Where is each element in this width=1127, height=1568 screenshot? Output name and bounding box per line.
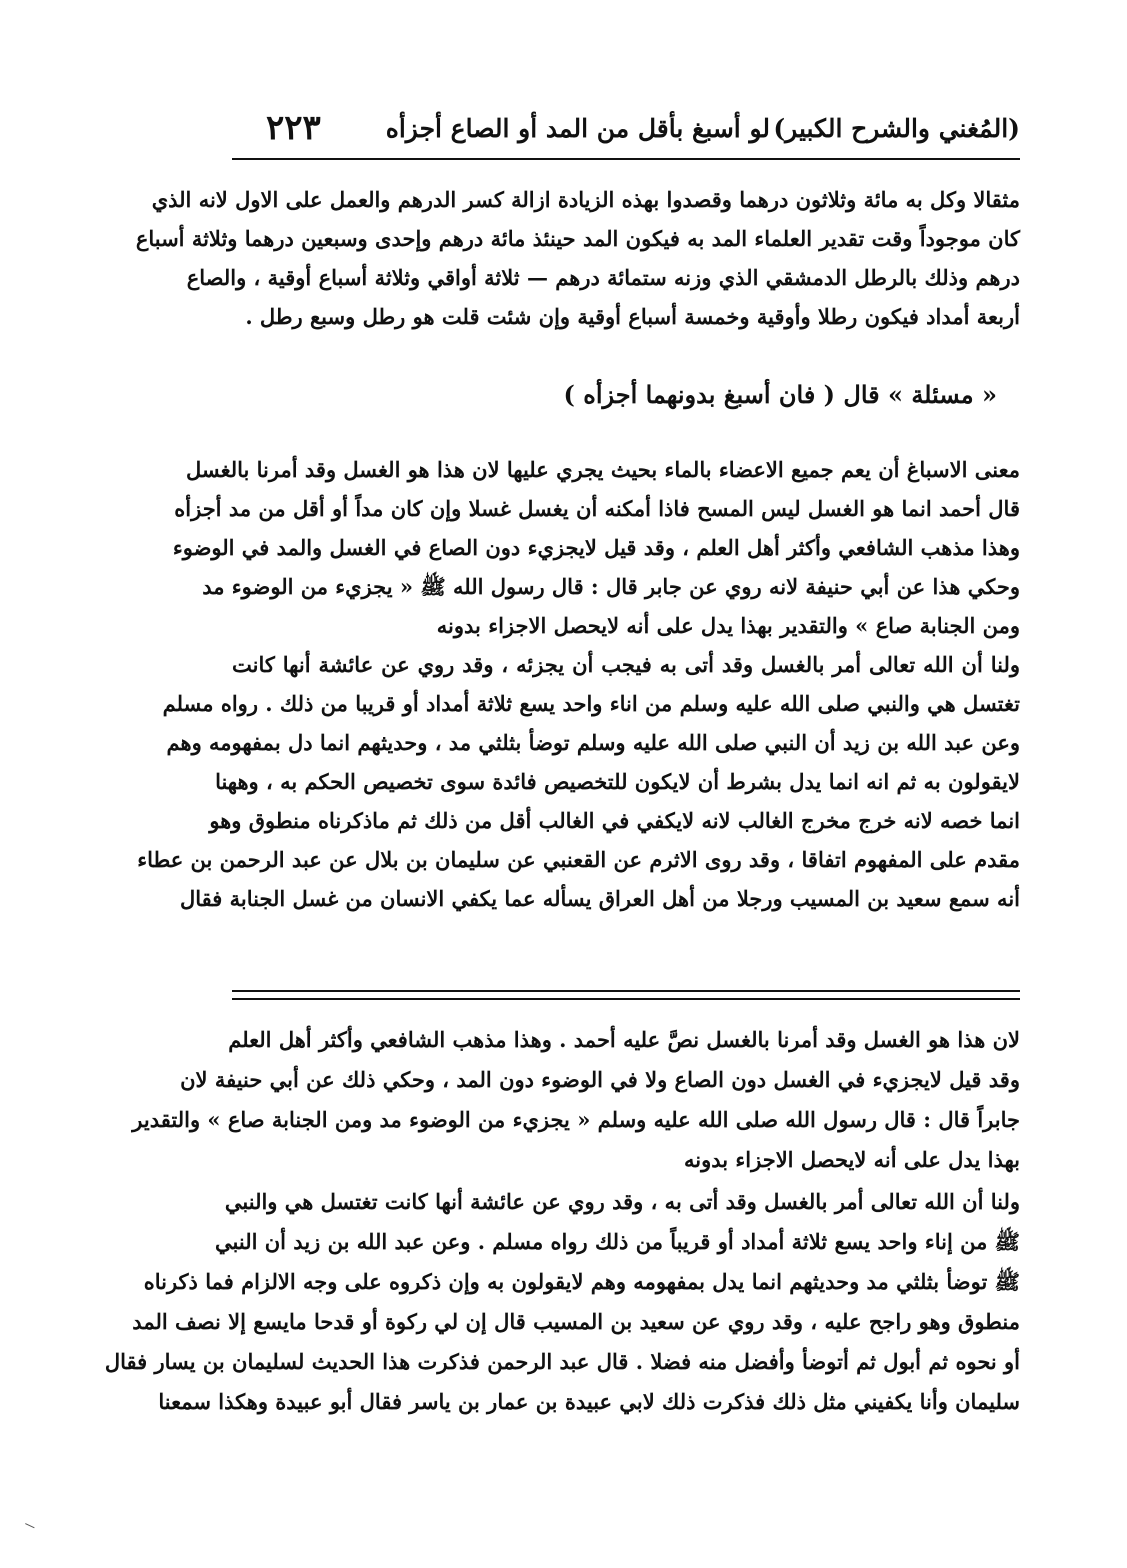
- text-line: سليمان وأنا يكفيني مثل ذلك فذكرت ذلك لابي عبيدة بن عمار بن ياسر فقال أبو عبيدة وهكذا سمعنا: [158, 1389, 1020, 1414]
- text-line: أنه سمع سعيد بن المسيب ورجلا من أهل العراق يسأله عما يكفي الانسان من غسل الجنابة فقال: [179, 886, 1020, 911]
- text-line: ﷺ من إناء واحد يسع ثلاثة أمداد أو قريباً من ذلك رواه مسلم . وعن عبد الله بن زيد أن النبي: [215, 1229, 1020, 1254]
- page-header: [232, 108, 1020, 156]
- text-line: وعن عبد الله بن زيد أن النبي صلى الله عليه وسلم توضأ بثلثي مد ، وحديثهم انما دل بمفهومه وهم: [166, 730, 1020, 755]
- text-line: أو نحوه ثم أبول ثم أتوضأ وأفضل منه فضلا . قال عبد الرحمن فذكرت هذا الحديث لسليمان بن يسار فقال: [104, 1349, 1020, 1374]
- text-line: وقد قيل لايجزيء في الغسل دون الصاع ولا في الوضوء دون المد ، وحكي ذلك عن أبي حنيفة لان: [180, 1067, 1020, 1092]
- text-line: بهذا يدل على أنه لايحصل الاجزاء بدونه: [684, 1147, 1020, 1172]
- section-divider: [232, 990, 1020, 1000]
- text-line: لايقولون به ثم انه انما يدل بشرط أن لايكون للتخصيص فائدة سوى تخصيص الحكم به ، وههنا: [215, 769, 1020, 794]
- text-line: مثقالا وكل به مائة وثلاثون درهما وقصدوا بهذه الزيادة ازالة كسر الدرهم والعمل على الاول لانه الذي: [151, 187, 1020, 212]
- text-line: كان موجوداً وقت تقدير العلماء المد به فيكون المد حينئذ مائة درهم وإحدى وسبعين درهما وثلاثة أسباع: [135, 226, 1020, 251]
- text-line: جابراً قال : قال رسول الله صلى الله عليه وسلم « يجزيء من الوضوء مد ومن الجنابة صاع » والتقدير: [132, 1107, 1020, 1132]
- text-line: ومن الجنابة صاع » والتقدير بهذا يدل على أنه لايحصل الاجزاء بدونه: [436, 613, 1020, 638]
- text-line: معنى الاسباغ أن يعم جميع الاعضاء بالماء بحيث يجري عليها لان هذا هو الغسل وقد أمرنا بالغسل: [185, 457, 1020, 482]
- lower-paragraph-2: [104, 1182, 1020, 1422]
- text-line: ﷺ توضأ بثلثي مد وحديثهم انما يدل بمفهومه وهم لايقولون به وإن ذكروه على وجه الالزام فما ذكرناه: [143, 1269, 1020, 1294]
- header-rule: [232, 158, 1020, 160]
- text-line: قال أحمد انما هو الغسل ليس المسح فاذا أمكنه أن يغسل غسلا وإن كان مداً أو أقل من مد أجزأه: [174, 496, 1020, 521]
- text-line: ولنا أن الله تعالى أمر بالغسل وقد أتى به ، وقد روي عن عائشة أنها كانت تغتسل هي والنبي: [224, 1189, 1020, 1214]
- running-title: لو أسبغ بأقل من المد أو الصاع أجزأه: [385, 114, 770, 143]
- text-line: تغتسل هي والنبي صلى الله عليه وسلم من اناء واحد يسع ثلاثة أمداد أو قريبا من ذلك . رواه مسلم: [162, 691, 1020, 716]
- text-line: وحكي هذا عن أبي حنيفة لانه روي عن جابر قال : قال رسول الله ﷺ « يجزيء من الوضوء مد: [202, 574, 1020, 599]
- page-number: ٢٢٣: [266, 108, 321, 148]
- text-line: أربعة أمداد فيكون رطلا وأوقية وخمسة أسباع أوقية وإن شئت قلت هو رطل وسبع رطل .: [245, 304, 1020, 329]
- text-line: وهذا مذهب الشافعي وأكثر أهل العلم ، وقد قيل لايجزيء دون الصاع في الغسل والمد في الوضوء: [172, 535, 1020, 560]
- text-line: لان هذا هو الغسل وقد أمرنا بالغسل نصَّ عليه أحمد . وهذا مذهب الشافعي وأكثر أهل العلم: [228, 1027, 1020, 1052]
- lower-paragraph-1: [132, 1020, 1020, 1180]
- upper-paragraph-3: [137, 645, 1020, 918]
- scan-speck: [23, 1523, 34, 1532]
- text-line: انما خصه لانه خرج مخرج الغالب لانه لايكفي في الغالب أقل من ذلك ثم ماذكرناه منطوق وهو: [209, 808, 1020, 833]
- text-line: منطوق وهو راجح عليه ، وقد روي عن سعيد بن المسيب قال إن لي ركوة أو قدحا مايسع إلا نصف المد: [132, 1309, 1020, 1334]
- text-line: ولنا أن الله تعالى أمر بالغسل وقد أتى به فيجب أن يجزئه ، وقد روي عن عائشة أنها كانت: [232, 652, 1020, 677]
- masala-heading: « مسئلة » قال ( فان أسبغ بدونهما أجزأه ): [563, 380, 997, 409]
- upper-paragraph-1: [135, 180, 1020, 336]
- text-line: درهم وذلك بالرطل الدمشقي الذي وزنه ستمائة درهم — ثلاثة أواقي وثلاثة أسباع أوقية ، والصاع: [186, 265, 1020, 290]
- book-title: (المُغني والشرح الكبير): [773, 114, 1020, 143]
- text-line: مقدم على المفهوم اتفاقا ، وقد روى الاثرم عن القعنبي عن سليمان بن بلال عن عبد الرحمن بن عطاء: [137, 847, 1020, 872]
- upper-paragraph-2: [172, 450, 1020, 645]
